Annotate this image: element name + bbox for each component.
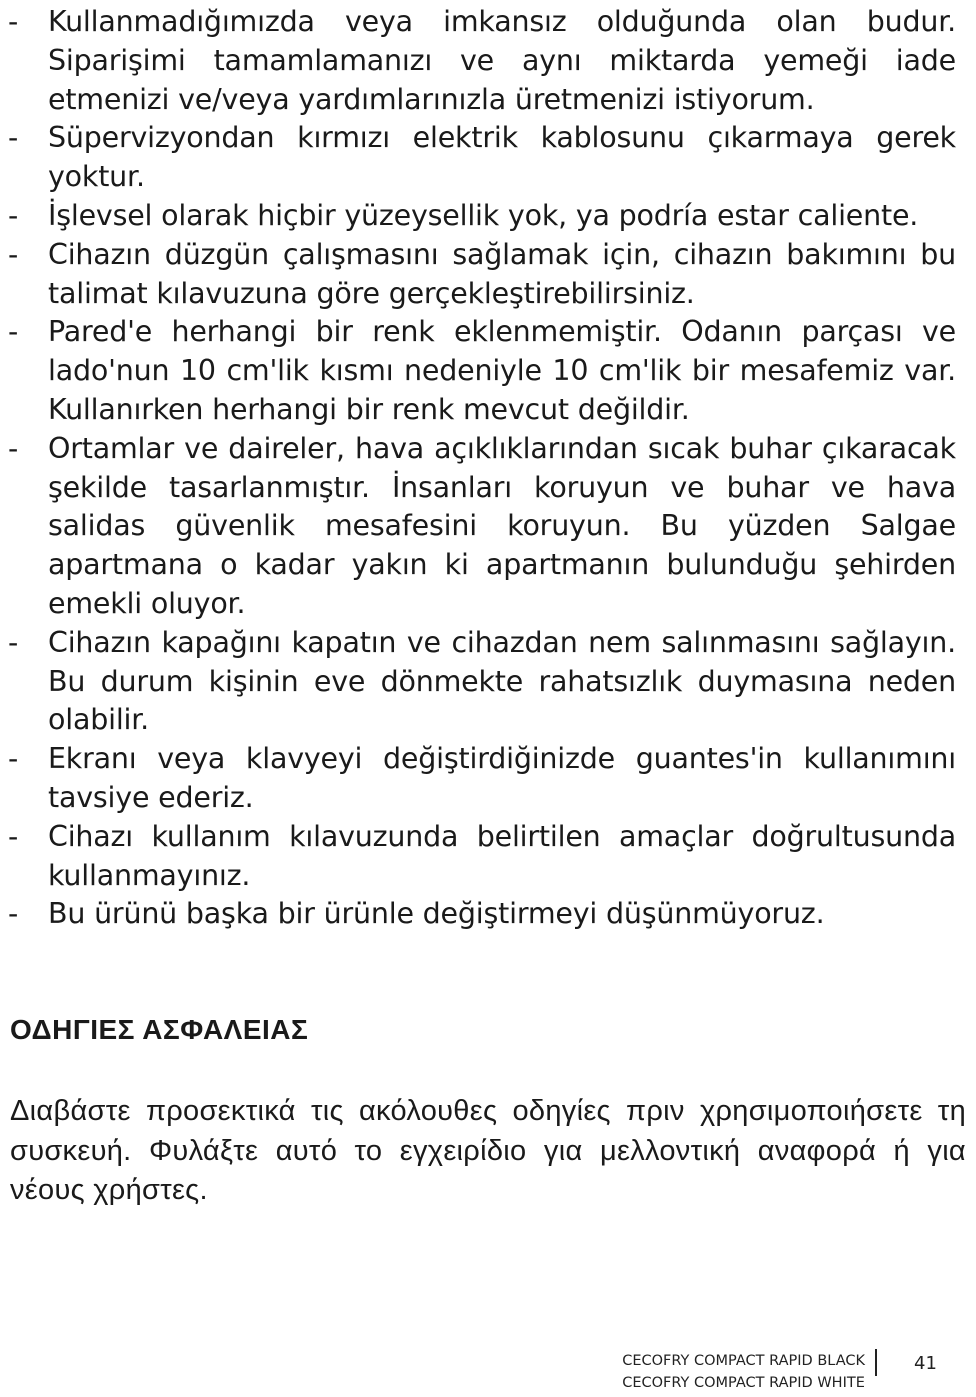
bullet-dash: - bbox=[8, 237, 19, 271]
list-item-text: Ortamlar ve daireler, hava açıklıklarından sıcak buhar çıkaracak şekilde tasarlanmıştır. İnsanları koruyun ve buhar ve hava salidas güvenlik mesafesini koruyun. Bu yüzden Salgae apartmana o kadar yakın ki apartmanın bulunduğu şehirden emekli oluyor. bbox=[48, 431, 956, 620]
list-item-text: Pared'e herhangi bir renk eklenmemiştir. Odanın parçası ve lado'nun 10 cm'lik kısmı nedeniyle 10 cm'lik bir mesafemiz var. Kullanırken herhangi bir renk mevcut değildir. bbox=[48, 315, 956, 426]
list-item bbox=[8, 818, 956, 896]
list-item-text: İşlevsel olarak hiçbir yüzeysellik yok, ya podría estar caliente. bbox=[48, 198, 919, 232]
bullet-dash: - bbox=[8, 431, 19, 465]
footer-models bbox=[622, 1350, 865, 1394]
footer-divider bbox=[875, 1349, 877, 1376]
section-heading: ΟΔΗΓΙΕΣ ΑΣΦΑΛΕΙΑΣ bbox=[10, 1014, 309, 1045]
list-item-text: Süpervizyondan kırmızı elektrik kablosunu çıkarmaya gerek yoktur. bbox=[48, 121, 956, 194]
page-number: 41 bbox=[914, 1353, 937, 1374]
footer-model-white: CECOFRY COMPACT RAPID WHITE bbox=[622, 1375, 865, 1391]
instruction-list bbox=[8, 3, 956, 934]
section-intro: Διαβάστε προσεκτικά τις ακόλουθες οδηγίες πριν χρησιμοποιήσετε τη συσκευή. Φυλάξτε αυτό το εγχειρίδιο για μελλοντική αναφορά ή για νέους χρήστες. bbox=[10, 1095, 966, 1206]
bullet-dash: - bbox=[8, 819, 19, 853]
list-item bbox=[8, 313, 956, 429]
bullet-dash: - bbox=[8, 198, 19, 232]
footer-model-black: CECOFRY COMPACT RAPID BLACK bbox=[622, 1353, 865, 1369]
list-item-text: Cihazı kullanım kılavuzunda belirtilen amaçlar doğrultusunda kullanmayınız. bbox=[48, 819, 956, 892]
list-item-text: Ekranı veya klavyeyi değiştirdiğinizde guantes'in kullanımını tavsiye ederiz. bbox=[48, 742, 956, 814]
list-item-text: Cihazın kapağını kapatın ve cihazdan nem salınmasını sağlayın. Bu durum kişinin eve dönmekte rahatsızlık duymasına neden olabilir. bbox=[48, 625, 956, 737]
bullet-dash: - bbox=[8, 315, 19, 349]
list-item bbox=[8, 624, 956, 740]
list-item bbox=[8, 236, 956, 314]
bullet-dash: - bbox=[8, 742, 19, 776]
list-item-text: Bu ürünü başka bir ürünle değiştirmeyi düşünmüyoruz. bbox=[48, 897, 825, 931]
list-item bbox=[8, 197, 956, 236]
bullet-dash: - bbox=[8, 121, 19, 155]
list-item bbox=[8, 3, 956, 119]
list-item bbox=[8, 119, 956, 197]
list-item bbox=[8, 895, 956, 934]
bullet-dash: - bbox=[8, 625, 19, 659]
list-item-text: Cihazın düzgün çalışmasını sağlamak için, cihazın bakımını bu talimat kılavuzuna göre gerçekleştirebilirsiniz. bbox=[48, 237, 956, 310]
list-item bbox=[8, 740, 956, 818]
bullet-dash: - bbox=[8, 5, 19, 38]
list-item bbox=[8, 430, 956, 624]
bullet-dash: - bbox=[8, 897, 19, 931]
list-item-text: Kullanmadığımızda veya imkansız olduğunda olan budur. Siparişimi tamamlamanızı ve aynı miktarda yemeği iade etmenizi ve/veya yardımlarınızla üretmenizi istiyorum. bbox=[48, 5, 956, 116]
